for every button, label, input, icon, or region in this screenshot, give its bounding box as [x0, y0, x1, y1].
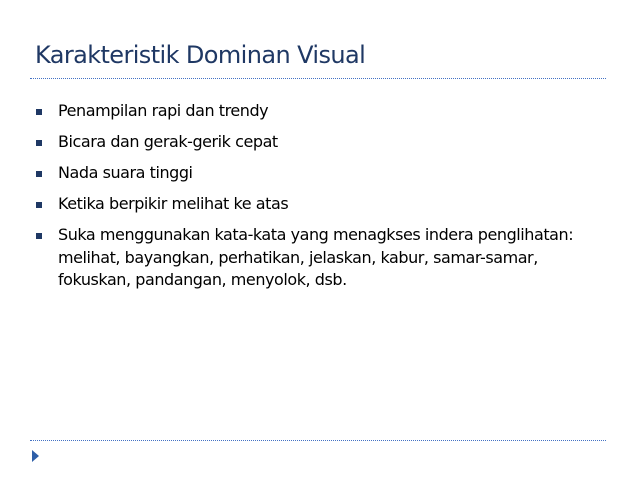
bullet-text: Suka menggunakan kata-kata yang menagkses indera penglihatan: melihat, bayangkan, perhatikan, jelaskan, kabur, samar-samar, fokuskan, pandangan, menyolok, dsb. — [58, 225, 574, 289]
bullet-list — [36, 100, 606, 300]
square-bullet-icon — [36, 109, 42, 115]
bullet-item — [36, 100, 606, 123]
slide-title: Karakteristik Dominan Visual — [35, 41, 366, 69]
square-bullet-icon — [36, 140, 42, 146]
footer-divider — [30, 440, 606, 441]
bullet-text: Bicara dan gerak-gerik cepat — [58, 132, 278, 151]
bullet-text: Ketika berpikir melihat ke atas — [58, 194, 289, 213]
square-bullet-icon — [36, 233, 42, 239]
bullet-item — [36, 162, 606, 185]
square-bullet-icon — [36, 171, 42, 177]
title-divider — [30, 78, 606, 79]
bullet-text: Nada suara tinggi — [58, 163, 193, 182]
triangle-right-icon[interactable] — [32, 450, 39, 462]
square-bullet-icon — [36, 202, 42, 208]
bullet-item — [36, 131, 606, 154]
bullet-item — [36, 224, 606, 292]
bullet-text: Penampilan rapi dan trendy — [58, 101, 269, 120]
bullet-item — [36, 193, 606, 216]
